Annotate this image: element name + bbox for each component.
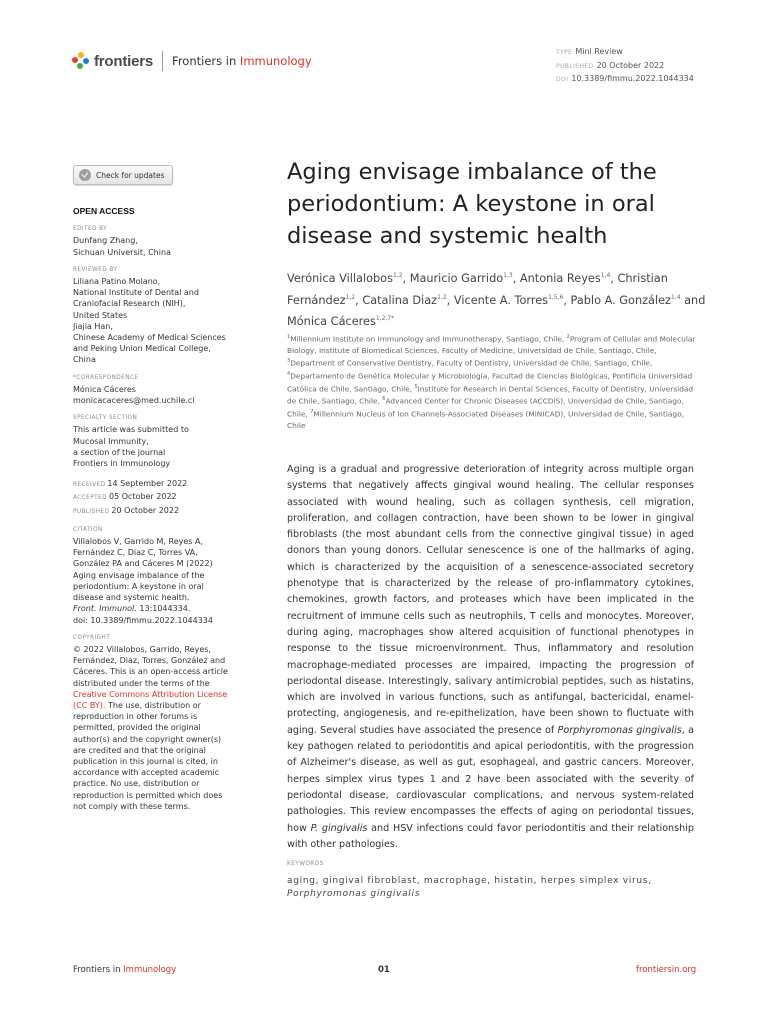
published-date-sidebar: 20 October 2022 [111,505,180,515]
author[interactable]: Verónica Villalobos$^{1,2}$ [287,271,403,285]
copyright-label: COPYRIGHT [73,634,111,641]
edited-by-label: EDITED BY [73,226,108,233]
footer-journal: Frontiers in Immunology [73,965,177,975]
page-number: 01 [378,965,390,975]
check-icon [79,169,91,181]
accepted-date: 05 October 2022 [109,492,177,502]
reviewed-by: Liliana Patino Molano, National Institute of Dental and Craniofacial Research (NIH), United States Jiajia Han, Chinese Academy of Medical Sciences and Peking Union Medical College, China [73,277,226,365]
published-date: 20 October 2022 [596,60,665,70]
author[interactable]: Vicente A. Torres$^{1,5,6}$ [453,293,564,307]
article-title: Aging envisage imbalance of the periodontium: A keystone in oral disease and systemic health [287,159,657,249]
specialty-label: SPECIALTY SECTION [73,415,138,422]
open-access-label: OPEN ACCESS [73,206,135,216]
author[interactable]: Pablo A. González$^{1,4}$ [570,293,681,307]
brand-name: frontiers [94,52,154,70]
author-list: Verónica Villalobos$^{1,2}$, Mauricio Garrido$^{1,3}$, Antonia Reyes$^{1,4}$, Christian Fernández$^{1,2}$, Catalina Diaz$^{1,2}$, Vicente A. Torres$^{1,5,6}$, Pablo A. González$^{1,4}$ and Mónica Cáceres$^{1,2,7*}$ [287,271,706,329]
citation-doi[interactable]: doi: 10.3389/fimmu.2022.1044334 [73,615,213,625]
keywords-label: KEYWORDS [287,861,324,867]
cc-by-license-link[interactable]: Creative Commons Attribution License (CC BY). [73,689,228,710]
correspondence[interactable]: Mónica Cáceres monicacaceres@med.uchile.cl [73,384,195,406]
citation-label: CITATION [73,526,103,533]
frontiers-logo[interactable] [72,50,312,72]
abstract: Aging is a gradual and progressive deterioration of integrity across multiple organ systems that negatively affects gingival wound healing. The cellular responses associated with wound healing, such as collagen synthesis, cell migration, proliferation, and collagen contraction, have been shown to be lower in gingival fibroblasts (the most abundant cells from the connective gingival tissue) in aged donors than young donors. Cellular senescence is one of the hallmarks of aging, which is characterized by the acquisition of a senescence-associated secretory phenotype that is characterized by the release of pro-inflammatory cytokines, chemokines, growth factors, and proteases which have been implicated in the recruitment of immune cells such as neutrophils, T cells and monocytes. Moreover, during aging, macrophages show altered acquisition of functional phenotypes in response to the tissue microenvironment. Thus, inflammatory and resolution macrophage-mediated processes are impaired, impacting the progression of periodontal disease. Interestingly, salivary antimicrobial peptides, such as histatins, which are involved in various functions, such as antifungal, bactericidal, enamel-protecting, angiogenesis, and re-epithelization, have been shown to fluctuate with aging. Several studies have associated the presence of Porphyromonas gingivalis, a key pathogen related to periodontitis and apical periodontitis, with the progression of Alzheimer's disease, as well as gut, esophageal, and gastric cancers. Moreover, herpes simplex virus types 1 and 2 have been associated with the severity of periodontal disease, cardiovascular complications, and nervous system-related pathologies. This review encompasses the effects of aging on periodontal tissues, how P. gingivalis and HSV infections could favor periodontitis and their relationship with other pathologies. [287,464,694,850]
edited-by: Dunfang Zhang, Sichuan Universit, China [73,236,171,257]
correspondence-label: *CORRESPONDENCE [73,374,139,381]
doi-link[interactable]: 10.3389/fimmu.2022.1044334 [571,74,694,83]
citation: Villalobos V, Garrido M, Reyes A, Fernández C, Diaz C, Torres VA, González PA and Cáceres M (2022) Aging envisage imbalance of the periodontium: A keystone in oral disease and systemic health. Front. Immunol. 13:1044334. doi: 10.3389/fimmu.2022.1044334 [73,536,238,626]
reviewed-by-label: REVIEWED BY [73,266,118,273]
received-date: 14 September 2022 [107,479,188,489]
frontiers-logo-icon [72,52,90,70]
sidebar [73,206,238,812]
author[interactable]: Catalina Diaz$^{1,2}$ [362,293,447,307]
copyright: © 2022 Villalobos, Garrido, Reyes, Fernández, Diaz, Torres, González and Cáceres. This is an open-access article distributed under the terms of the Creative Commons Attribution License (CC BY). The use, distribution or reproduction in other forums is permitted, provided the original author(s) and the copyright owner(s) are credited and that the original publication in this journal is cited, in accordance with accepted academic practice. No use, distribution or reproduction is permitted which does not comply with these terms. [73,644,228,811]
affiliations: $^1$Millennium Institute on Immunology and Immunotherapy, Santiago, Chile, $^2$Program of Cellular and Molecular Biology, Institute of Biomedical Sciences, Faculty of Medicine, Universidad de Chile, Santiago, Chile, $^3$Department of Conservative Dentistry, Faculty of Dentistry, Universidad de Chile, Santiago, Chile, $^4$Departamento de Genética Molecular y Microbiología, Facultad de Ciencias Biológicas, Pontificia Universidad Católica de Chile, Santiago, Chile, $^5$Institute for Research in Dental Sciences, Faculty of Dentistry, Universidad de Chile, Santiago, Chile, $^6$Advanced Center for Chronic Diseases (ACCDiS), Universidad de Chile, Santiago, Chile, $^7$Millennium Nucleus of Ion Channels-Associated Diseases (MiNICAD), Universidad de Chile, Santiago, Chile [287,334,696,430]
keywords: aging, gingival fibroblast, macrophage, histatin, herpes simplex virus, Porphyromonas gingivalis [287,876,652,899]
author[interactable]: Christian Fernández$^{1,2}$ [287,271,668,307]
author[interactable]: Antonia Reyes$^{1,4}$ [519,271,611,285]
author[interactable]: Mauricio Garrido$^{1,3}$ [409,271,513,285]
check-for-updates-label: Check for updates [96,170,165,180]
article-meta: TYPE Mini Review PUBLISHED 20 October 2022 DOI 10.3389/fimmu.2022.1044334 [556,47,694,83]
footer-site-link[interactable]: frontiersin.org [636,965,697,975]
journal-name: Frontiers in Immunology [172,54,312,68]
article-type: Mini Review [575,47,623,56]
dates: RECEIVED 14 September 2022 ACCEPTED 05 October 2022 PUBLISHED 20 October 2022 [73,479,188,515]
header-divider [162,51,163,71]
check-for-updates-button[interactable] [73,165,173,185]
specialty-section: This article was submitted to Mucosal Immunity, a section of the journal Frontiers in Immunology [73,425,189,469]
author[interactable]: Mónica Cáceres$^{1,2,7*}$ [287,315,395,329]
